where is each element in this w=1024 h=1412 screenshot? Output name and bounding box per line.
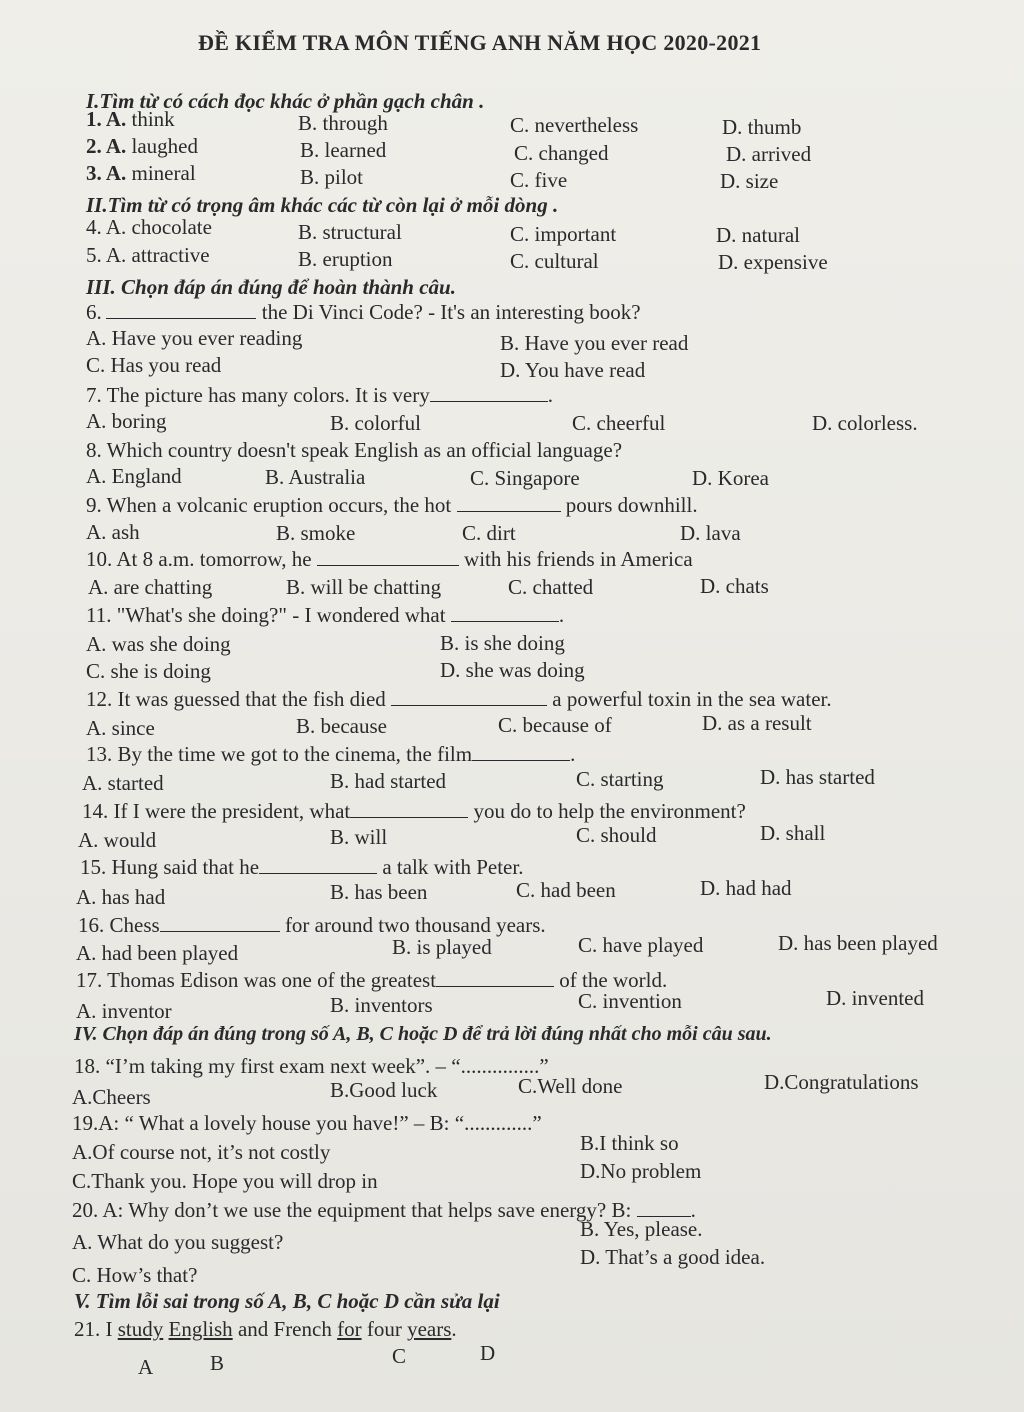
q12-option-d: D. as a result [702,711,812,735]
q18-option-b: B.Good luck [330,1078,438,1102]
q16-option-b: B. is played [392,935,492,959]
q10-stem [86,546,693,572]
q21-label-b: B [210,1351,225,1375]
q20-option-b: B. Yes, please. [580,1217,703,1241]
q4-option-c: C. important [510,222,617,246]
q11-blank [451,603,559,622]
q10-option-b: B. will be chatting [286,575,442,599]
section-2-heading: II.Tìm từ có trọng âm khác các từ còn lại ở mỗi dòng . [86,193,559,217]
q11-text: 11. "What's she doing?" - I wondered what [86,603,446,627]
q14-option-c: C. should [576,823,657,847]
q14-end: you do to help the environment? [473,799,746,823]
q8-option-c: C. Singapore [470,466,580,490]
q10-option-a: A. are chatting [88,575,213,599]
q5-option-c: C. cultural [510,249,599,273]
q10-text: 10. At 8 a.m. tomorrow, he [86,547,312,571]
q15-option-d: D. had had [700,876,792,900]
q13-option-a: A. started [82,771,164,795]
q17-option-b: B. inventors [330,993,433,1017]
q20-text: 20. A: Why don’t we use the equipment that helps save energy? B: [72,1198,632,1222]
q3-row [86,160,196,186]
q11-option-c: C. she is doing [86,659,211,683]
q7-option-d: D. colorless. [812,411,918,435]
q19-option-a: A.Of course not, it’s not costly [72,1140,331,1164]
q16-option-a: A. had been played [76,941,239,965]
q11-stem [86,602,564,628]
q7-end: . [547,383,553,407]
q21-word-c: for [337,1317,362,1341]
q6-option-a: A. Have you ever reading [86,326,303,350]
q13-blank [472,742,570,761]
q12-text: 12. It was guessed that the fish died [86,687,386,711]
q2-option-d: D. arrived [726,142,812,166]
q5-option-b: B. eruption [298,247,393,271]
q1-number [86,106,175,132]
q11-option-a: A. was she doing [86,632,231,656]
q14-option-d: D. shall [760,821,826,845]
q2-label: 2. A. [86,134,127,158]
q12-option-a: A. since [86,716,155,740]
q17-end: of the world. [559,968,668,992]
q18-stem: 18. “I’m taking my first exam next week”. – “...............” [74,1054,549,1078]
q21-word-a: study [117,1317,164,1341]
q16-end: for around two thousand years. [284,913,546,937]
q2-option-c: C. changed [514,141,609,165]
q15-stem [80,854,523,880]
q6-option-b: B. Have you ever read [500,331,689,355]
q7-option-a: A. boring [86,409,167,433]
q13-end: . [570,742,576,766]
q11-option-d: D. she was doing [440,658,585,682]
q7-option-b: B. colorful [330,411,421,435]
q10-option-d: D. chats [700,574,769,598]
q21-sentence [74,1316,457,1342]
q3-option-c: C. five [510,168,568,192]
q9-blank [457,493,561,512]
q9-option-d: D. lava [680,521,741,545]
q12-stem [86,686,832,712]
q13-option-d: D. has started [760,765,875,789]
q9-option-a: A. ash [86,520,140,544]
q10-option-c: C. chatted [508,575,594,599]
q8-option-b: B. Australia [265,465,366,489]
q20-option-c: C. How’s that? [72,1263,198,1287]
q7-option-c: C. cheerful [572,411,666,435]
q9-end: pours downhill. [565,493,698,517]
section-5-heading: V. Tìm lỗi sai trong số A, B, C hoặc D cần sửa lại [74,1289,500,1313]
q4-option-a: 4. A. chocolate [86,215,212,239]
q4-option-b: B. structural [298,220,402,244]
q17-option-d: D. invented [826,986,924,1010]
q19-option-b: B.I think so [580,1131,679,1155]
section-4-heading: IV. Chọn đáp án đúng trong số A, B, C hoặc D để trả lời đúng nhất cho mỗi câu sau. [74,1023,772,1045]
q12-blank [391,687,547,706]
q9-option-b: B. smoke [276,521,356,545]
q7-blank [430,383,548,402]
q5-option-d: D. expensive [718,250,828,274]
q20-option-d: D. That’s a good idea. [580,1245,766,1269]
q15-text: 15. Hung said that he [80,855,260,879]
q21-label-c: C [392,1344,407,1368]
q16-blank [160,913,280,932]
q21-word-b: English [168,1317,233,1341]
page-title: ĐỀ KIỂM TRA MÔN TIẾNG ANH NĂM HỌC 2020-2021 [198,30,762,55]
q20-blank [637,1198,691,1217]
q18-option-d: D.Congratulations [764,1070,919,1094]
q21-mid: and French [237,1317,332,1341]
q5-option-a: 5. A. attractive [86,243,210,267]
q8-option-a: A. England [86,464,182,488]
q9-stem [86,492,698,518]
q13-option-c: C. starting [576,767,664,791]
q20-option-a: A. What do you suggest? [72,1230,284,1254]
q12-option-c: C. because of [498,713,612,737]
q17-text: 17. Thomas Edison was one of the greatest [76,968,437,992]
q16-option-d: D. has been played [778,931,938,955]
q15-blank [259,855,377,874]
q15-option-b: B. has been [330,880,428,904]
q21-end: . [451,1317,457,1341]
q11-option-b: B. is she doing [440,631,565,655]
q8-option-d: D. Korea [692,466,769,490]
q20-end: . [690,1198,696,1222]
q10-end: with his friends in America [464,547,693,571]
q6-number: 6. [86,300,102,324]
q11-end: . [558,603,565,627]
q10-blank [317,547,459,566]
q15-option-c: C. had been [516,878,616,902]
q9-option-c: C. dirt [462,521,516,545]
q6-text: the Di Vinci Code? - It's an interesting book? [261,300,641,324]
q19-stem: 19.A: “ What a lovely house you have!” – B: “.............” [72,1111,542,1135]
q21-label-d: D [480,1341,496,1365]
q16-text: 16. Chess [78,913,160,937]
q18-option-a: A.Cheers [72,1085,151,1109]
q12-end: a powerful toxin in the sea water. [552,687,832,711]
q1-option-a: think [131,107,175,131]
q17-option-c: C. invention [578,989,682,1013]
q7-text: 7. The picture has many colors. It is very [86,383,430,407]
q15-end: a talk with Peter. [382,855,524,879]
q13-text: 13. By the time we got to the cinema, the film [86,742,473,766]
q21-word-d: years [407,1317,452,1341]
q14-stem [82,798,746,824]
q3-option-a: mineral [131,161,196,185]
q3-label: 3. A. [86,161,127,185]
q2-option-a: laughed [131,134,198,158]
q1-option-b: B. through [298,111,388,135]
q9-text: 9. When a volcanic eruption occurs, the hot [86,493,452,517]
q12-option-b: B. because [296,714,387,738]
q21-word-four: four [366,1317,402,1341]
q3-option-b: B. pilot [300,165,364,189]
q2-option-b: B. learned [300,138,387,162]
q4-option-d: D. natural [716,223,800,247]
q1-option-d: D. thumb [722,115,802,139]
q13-stem [86,741,575,767]
q17-option-a: A. inventor [76,999,172,1023]
q16-option-c: C. have played [578,933,704,957]
section-1-heading: I.Tìm từ có cách đọc khác ở phần gạch chân . [86,89,485,113]
q19-option-d: D.No problem [580,1159,702,1183]
q6-blank [106,300,256,319]
q15-option-a: A. has had [76,885,166,909]
q7-stem [86,382,553,408]
q1-label: 1. A. [86,107,127,131]
q8-stem: 8. Which country doesn't speak English as an official language? [86,438,623,462]
q14-option-b: B. will [330,825,388,849]
q18-option-c: C.Well done [518,1074,623,1098]
q1-option-c: C. nevertheless [510,113,639,137]
q6-option-c: C. Has you read [86,353,222,377]
q3-option-d: D. size [720,169,779,193]
q6-stem [86,299,641,325]
q14-text: 14. If I were the president, what [82,799,351,823]
section-3-heading: III. Chọn đáp án đúng để hoàn thành câu. [86,275,456,299]
q17-blank [436,968,554,987]
q13-option-b: B. had started [330,769,447,793]
q21-label-a: A [138,1355,154,1379]
q19-option-c: C.Thank you. Hope you will drop in [72,1169,378,1193]
q2-row [86,133,198,159]
q14-option-a: A. would [78,828,157,852]
q21-start: 21. I [74,1317,113,1341]
q14-blank [350,799,468,818]
q6-option-d: D. You have read [500,358,646,382]
